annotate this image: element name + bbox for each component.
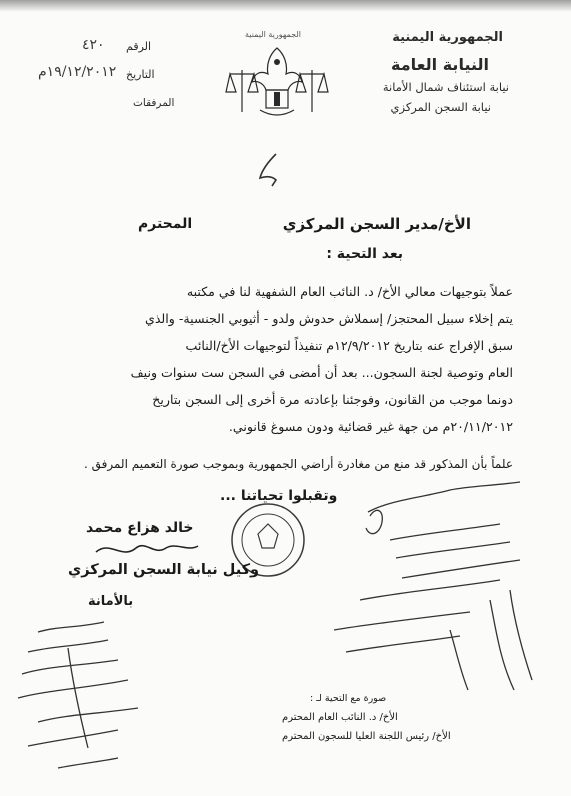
note-line: علماً بأن المذكور قد منع من مغادرة أراضي الجمهورية وبموجب صورة التعميم المرفق . (83, 457, 513, 471)
letterhead-authority: النيابة العامة (391, 55, 489, 74)
letterhead-office: نيابة السجن المركزي (390, 100, 491, 114)
body-line: دونما موجب من القانون، وفوجئنا بإعادته مرة أخرى إلى السجن بتاريخ (152, 392, 513, 407)
signatory-title: وكيل نيابة السجن المركزي (68, 562, 260, 578)
body-line: العام وتوصية لجنة السجون... بعد أن أمضى في السجن ست سنوات ونيف (130, 365, 513, 380)
copies-line: الأخ/ رئيس اللجنة العليا للسجون المحترم (282, 731, 451, 742)
addressee-honorific: المحترم (138, 216, 193, 232)
closing: وتقبلوا تحياتنا ... (220, 488, 338, 504)
handwritten-annotation (300, 480, 545, 720)
letterhead-division: نيابة استئناف شمال الأمانة (382, 80, 509, 94)
reference-date-value: ١٩/١٢/٢٠١٢م (38, 64, 117, 80)
handwritten-margin-notes (8, 618, 158, 788)
reference-attachments-label: المرفقات (133, 97, 175, 109)
greeting: بعد التحية : (326, 246, 403, 262)
addressee: الأخ/مدير السجن المركزي (282, 215, 471, 233)
signatory-place: بالأمانة (88, 594, 134, 609)
reference-number-label: الرقم (126, 40, 152, 53)
scan-edge-shadow (0, 0, 571, 12)
body-line: يتم إخلاء سبيل المحتجز/ إسملاش حدوش ولدو - أثيوبي الجنسية- والذي (144, 311, 513, 326)
handwritten-mark (254, 150, 284, 190)
copies-heading: صورة مع التحية لـ : (310, 693, 387, 704)
reference-date-label: التاريخ (126, 68, 155, 81)
body-line: عملاً بتوجيهات معالي الأخ/ د. النائب العام الشفهية لنا في مكتبه (186, 284, 513, 299)
body-line: ٢٠/١١/٢٠١٢م من جهة غير قضائية ودون مسوغ قانوني. (228, 419, 513, 434)
yemen-emblem-icon (222, 40, 332, 122)
letterhead-country: الجمهورية اليمنية (392, 30, 503, 45)
body-line: سبق الإفراج عنه بتاريخ ١٢/٩/٢٠١٢م تنفيذاً لتوجيهات الأخ/النائب (185, 338, 513, 353)
signatory-name: خالد هزاع محمد (86, 520, 194, 536)
reference-number-value: ٤٢٠ (82, 37, 105, 53)
copies-line: الأخ/ د. النائب العام المحترم (282, 712, 398, 723)
signature-scribble (92, 536, 202, 562)
emblem-caption: الجمهورية اليمنية (245, 30, 302, 39)
